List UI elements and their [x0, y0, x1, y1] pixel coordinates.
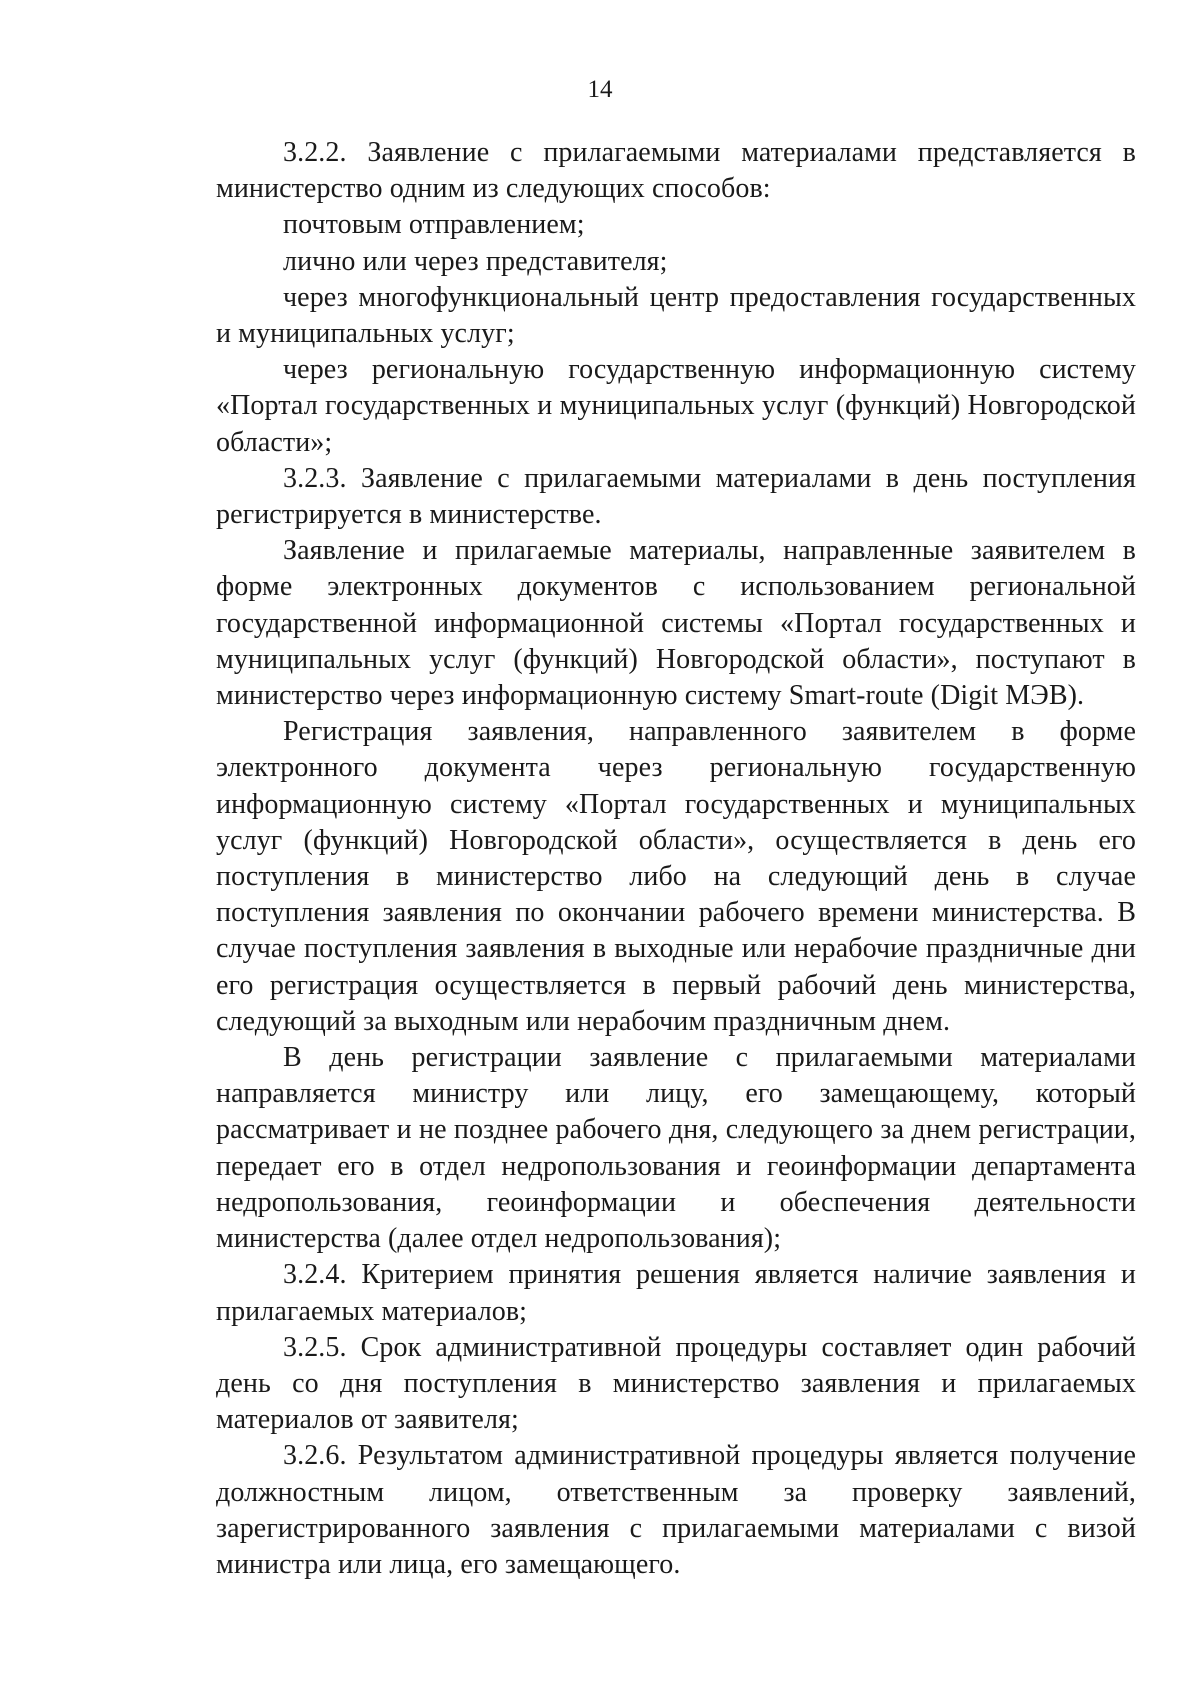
list-item-in-person: лично или через представителя;: [283, 245, 668, 277]
paragraph-electronic-submission: Заявление и прилагаемые материалы, направленные заявителем в форме электронных документов с использованием региональной государственной информационной системы «Портал государственных и муниципальных услуг (функций) Новгородской области», поступают в министерство через информационную систему Smart-route (Digit МЭВ).: [216, 535, 1136, 712]
document-body: [216, 135, 1136, 1583]
list-item-mail: почтовым отправлением;: [283, 209, 585, 241]
paragraph-registration-day: В день регистрации заявление с прилагаемыми материалами направляется министру или лицу, его замещающему, который рассматривает и не позднее рабочего дня, следующего за днем регистрации, передает его в отдел недропользования и геоинформации департамента недропользования, геоинформации и обеспечения деятельности министерства (далее отдел недропользования);: [216, 1042, 1136, 1255]
paragraph-3-2-6: 3.2.6. Результатом административной процедуры является получение должностным лицом, ответственным за проверку заявлений, зарегистрированного заявления с прилагаемыми материалами с визой министра или лица, его замещающего.: [216, 1440, 1136, 1580]
paragraph-3-2-2: 3.2.2. Заявление с прилагаемыми материалами представляется в министерство одним из следующих способов:: [216, 137, 1136, 205]
page-number: 14: [587, 76, 613, 103]
list-item-mfc: через многофункциональный центр предоставления государственных и муниципальных услуг;: [216, 281, 1136, 350]
paragraph-3-2-3: 3.2.3. Заявление с прилагаемыми материалами в день поступления регистрируется в министерстве.: [216, 462, 1136, 531]
paragraph-3-2-4: 3.2.4. Критерием принятия решения является наличие заявления и прилагаемых материалов;: [216, 1259, 1136, 1327]
paragraph-registration: Регистрация заявления, направленного заявителем в форме электронного документа через региональную государственную информационную систему «Портал государственных и муниципальных услуг (функций) Новгородской области», осуществляется в день его поступления в министерство либо на следующий день в случае поступления заявления по окончании рабочего времени министерства. В случае поступления заявления в выходные или нерабочие праздничные дни его регистрация осуществляется в первый рабочий день министерства, следующий за выходным или нерабочим праздничным днем.: [216, 716, 1136, 1037]
list-item-portal: через региональную государственную информационную систему «Портал государственных и муниципальных услуг (функций) Новгородской области»;: [216, 354, 1136, 458]
paragraph-3-2-5: 3.2.5. Срок административной процедуры составляет один рабочий день со дня поступления в министерство заявления и прилагаемых материалов от заявителя;: [216, 1331, 1136, 1436]
